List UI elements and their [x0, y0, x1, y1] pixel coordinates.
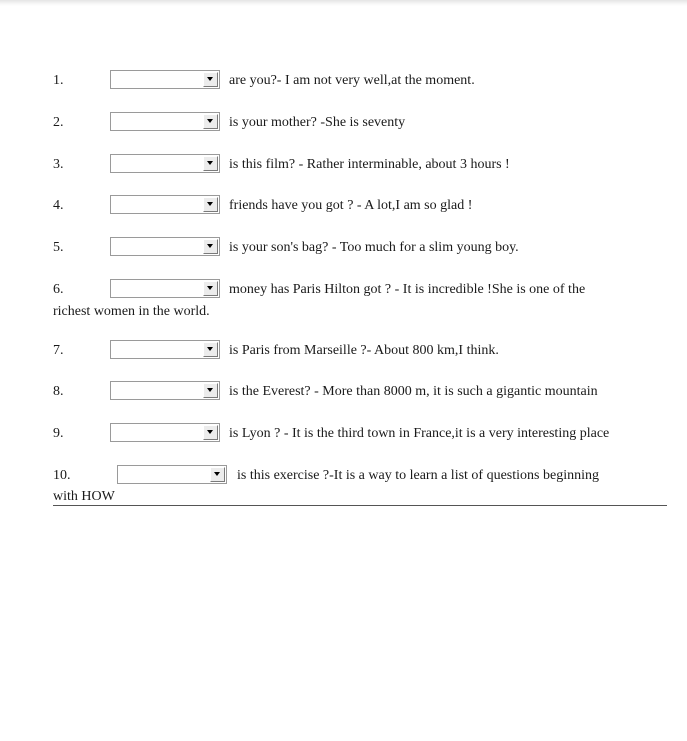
question-row-10 — [0, 465, 687, 487]
chevron-down-icon — [207, 119, 213, 123]
chevron-down-icon — [207, 161, 213, 165]
dropdown-button[interactable] — [203, 239, 218, 254]
dropdown-button[interactable] — [203, 156, 218, 171]
question-number: 6. — [53, 282, 64, 297]
dropdown-button[interactable] — [203, 281, 218, 296]
chevron-down-icon — [214, 472, 220, 476]
answer-dropdown-3[interactable] — [110, 154, 220, 173]
chevron-down-icon — [207, 202, 213, 206]
question-number: 1. — [53, 73, 64, 88]
question-number: 3. — [53, 157, 64, 172]
answer-dropdown-6[interactable] — [110, 279, 220, 298]
question-number: 5. — [53, 240, 64, 255]
question-text-continuation: with HOW — [53, 489, 115, 504]
question-text: is your mother? -She is seventy — [229, 115, 406, 130]
question-row-4 — [0, 195, 687, 217]
chevron-down-icon — [207, 286, 213, 290]
chevron-down-icon — [207, 347, 213, 351]
question-number: 8. — [53, 384, 64, 399]
dropdown-button[interactable] — [203, 425, 218, 440]
question-text: is the Everest? - More than 8000 m, it is such a gigantic mountain — [229, 384, 598, 399]
chevron-down-icon — [207, 77, 213, 81]
chevron-down-icon — [207, 388, 213, 392]
dropdown-button[interactable] — [203, 342, 218, 357]
top-shadow-bar — [0, 0, 687, 6]
question-row-3 — [0, 154, 687, 176]
answer-dropdown-9[interactable] — [110, 423, 220, 442]
question-text-continuation: richest women in the world. — [53, 304, 210, 319]
question-row-9 — [0, 423, 687, 445]
answer-dropdown-4[interactable] — [110, 195, 220, 214]
question-text: is your son's bag? - Too much for a slim young boy. — [229, 240, 519, 255]
dropdown-button[interactable] — [203, 72, 218, 87]
bottom-rule — [53, 505, 667, 506]
question-row-5 — [0, 237, 687, 259]
question-text: is Lyon ? - It is the third town in France,it is a very interesting place — [229, 426, 610, 441]
dropdown-button[interactable] — [203, 383, 218, 398]
question-text: money has Paris Hilton got ? - It is incredible !She is one of the — [229, 282, 586, 297]
question-number: 7. — [53, 343, 64, 358]
answer-dropdown-8[interactable] — [110, 381, 220, 400]
question-row-7 — [0, 340, 687, 362]
question-number: 2. — [53, 115, 64, 130]
question-row-8 — [0, 381, 687, 403]
question-text: is Paris from Marseille ?- About 800 km,I think. — [229, 343, 499, 358]
answer-dropdown-10[interactable] — [117, 465, 227, 484]
answer-dropdown-5[interactable] — [110, 237, 220, 256]
question-text: are you?- I am not very well,at the moment. — [229, 73, 475, 88]
question-text: friends have you got ? - A lot,I am so glad ! — [229, 198, 473, 213]
chevron-down-icon — [207, 244, 213, 248]
question-row-6 — [0, 279, 687, 301]
question-row-1 — [0, 70, 687, 92]
answer-dropdown-1[interactable] — [110, 70, 220, 89]
question-text: is this film? - Rather interminable, about 3 hours ! — [229, 157, 510, 172]
answer-dropdown-7[interactable] — [110, 340, 220, 359]
question-text: is this exercise ?-It is a way to learn a list of questions beginning — [237, 468, 599, 483]
answer-dropdown-2[interactable] — [110, 112, 220, 131]
dropdown-button[interactable] — [203, 197, 218, 212]
question-row-2 — [0, 112, 687, 134]
chevron-down-icon — [207, 430, 213, 434]
question-number: 10. — [53, 468, 71, 483]
question-number: 9. — [53, 426, 64, 441]
dropdown-button[interactable] — [210, 467, 225, 482]
dropdown-button[interactable] — [203, 114, 218, 129]
question-number: 4. — [53, 198, 64, 213]
